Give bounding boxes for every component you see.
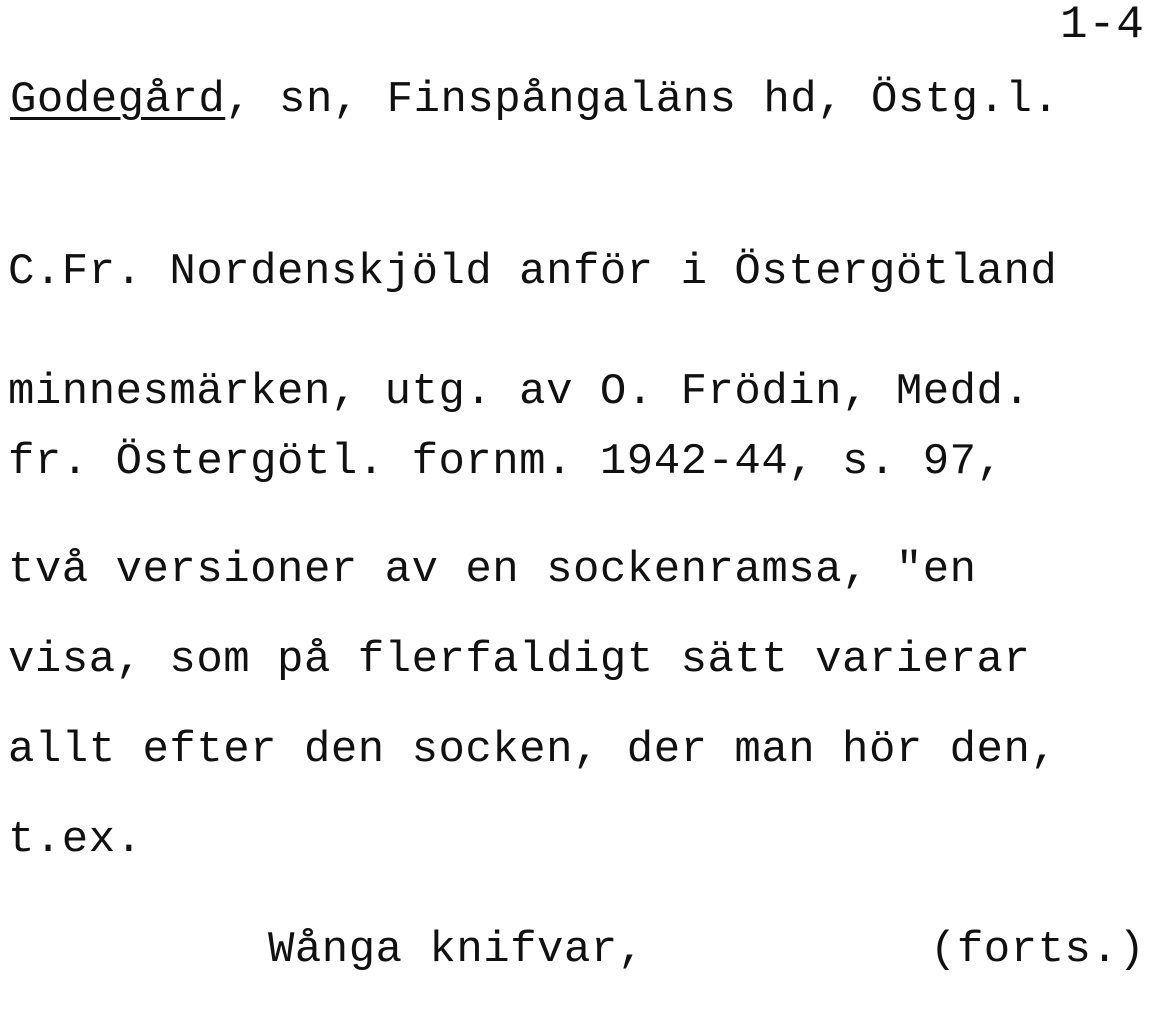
verse-line: Wånga knifvar, bbox=[268, 925, 645, 975]
heading-details: , sn, Finspångaläns hd, Östg.l. bbox=[225, 75, 1060, 125]
card-heading bbox=[10, 75, 1060, 125]
body-line: två versioner av en sockenramsa, "en bbox=[8, 545, 977, 595]
body-line: C.Fr. Nordenskjöld anför i Östergötland bbox=[8, 247, 1058, 297]
place-name: Godegård bbox=[10, 75, 226, 125]
body-line: visa, som på flerfaldigt sätt varierar bbox=[8, 635, 1031, 685]
body-line: fr. Östergötl. fornm. 1942-44, s. 97, bbox=[8, 437, 1004, 487]
body-line: t.ex. bbox=[8, 815, 143, 865]
page-number: 1-4 bbox=[1060, 0, 1145, 51]
body-line: allt efter den socken, der man hör den, bbox=[8, 725, 1058, 775]
continued-note: (forts.) bbox=[930, 925, 1146, 975]
body-line: minnesmärken, utg. av O. Frödin, Medd. bbox=[8, 367, 1031, 417]
